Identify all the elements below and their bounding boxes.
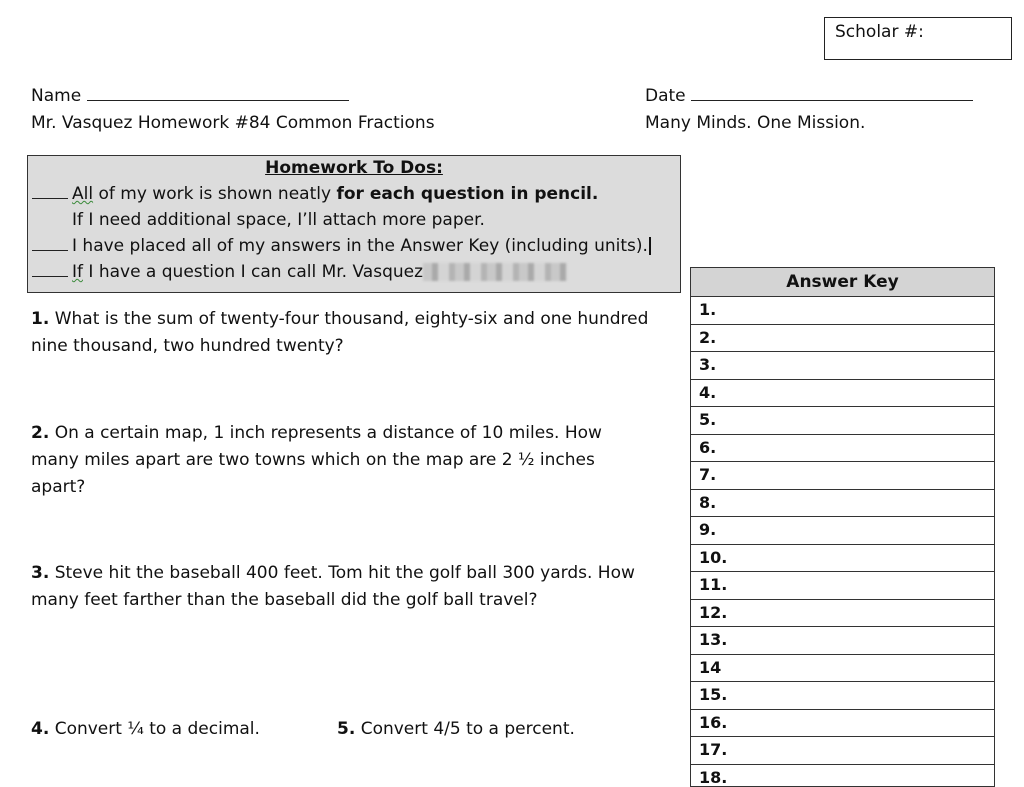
- question-4: [31, 716, 321, 743]
- name-field[interactable]: [31, 85, 349, 107]
- todo-item-1-bold: for each question in pencil.: [336, 184, 598, 204]
- answer-key-row-number: 10.: [699, 548, 727, 567]
- question-number: 2.: [31, 423, 49, 443]
- question-2: [31, 420, 641, 501]
- todo-item-3: [32, 262, 567, 282]
- answer-key-row[interactable]: [691, 600, 994, 628]
- todo-item-1-cont-text: If I need additional space, I’ll attach more paper.: [72, 210, 485, 230]
- name-underline: [87, 86, 349, 101]
- question-text: What is the sum of twenty-four thousand, eighty-six and one hundred nine thousand, two hundred twenty?: [31, 309, 648, 356]
- todo-item-1: [32, 184, 598, 204]
- todo-item-2-text: I have placed all of my answers in the Answer Key (including units).: [72, 236, 648, 256]
- answer-key-table: [690, 267, 995, 787]
- answer-key-row[interactable]: [691, 490, 994, 518]
- homework-todo-box: [27, 155, 681, 293]
- answer-key-row[interactable]: [691, 765, 994, 787]
- course-title: Mr. Vasquez Homework #84 Common Fractions: [31, 112, 435, 134]
- answer-key-row-number: 11.: [699, 575, 727, 594]
- todo-item-2: [32, 236, 651, 256]
- todo-item-3-text: I have a question I can call Mr. Vasquez: [83, 262, 423, 282]
- answer-key-row[interactable]: [691, 297, 994, 325]
- scholar-number-box[interactable]: [824, 17, 1012, 60]
- answer-key-row[interactable]: [691, 462, 994, 490]
- answer-key-row-number: 15.: [699, 685, 727, 704]
- answer-key-row-number: 14: [699, 658, 721, 677]
- question-3: [31, 560, 671, 614]
- date-label: Date: [645, 86, 686, 106]
- answer-key-row-number: 2.: [699, 328, 716, 347]
- question-text: Convert ¼ to a decimal.: [55, 719, 260, 739]
- redacted-phone-number: [423, 263, 567, 281]
- answer-key-row-number: 12.: [699, 603, 727, 622]
- answer-key-row-number: 7.: [699, 465, 716, 484]
- answer-key-row-number: 4.: [699, 383, 716, 402]
- todo-item-3-lead: If: [72, 262, 83, 282]
- answer-key-row[interactable]: [691, 710, 994, 738]
- answer-key-row-number: 1.: [699, 300, 716, 319]
- todo-checkbox-2[interactable]: [32, 236, 68, 251]
- question-text: Steve hit the baseball 400 feet. Tom hit the golf ball 300 yards. How many feet farther than the baseball did the golf ball travel?: [31, 563, 635, 610]
- question-number: 1.: [31, 309, 49, 329]
- todo-checkbox-1[interactable]: [32, 184, 68, 199]
- answer-key-row-number: 13.: [699, 630, 727, 649]
- todo-item-1-lead: All: [72, 184, 93, 204]
- answer-key-row[interactable]: [691, 572, 994, 600]
- answer-key-row-number: 8.: [699, 493, 716, 512]
- answer-key-row-number: 9.: [699, 520, 716, 539]
- answer-key-row-number: 17.: [699, 740, 727, 759]
- question-number: 3.: [31, 563, 49, 583]
- answer-key-row[interactable]: [691, 655, 994, 683]
- todo-item-1-text: of my work is shown neatly: [93, 184, 336, 204]
- answer-key-row[interactable]: [691, 325, 994, 353]
- answer-key-row[interactable]: [691, 545, 994, 573]
- question-number: 5.: [337, 719, 355, 739]
- date-underline: [691, 86, 973, 101]
- answer-key-row[interactable]: [691, 627, 994, 655]
- answer-key-row-number: 16.: [699, 713, 727, 732]
- answer-key-row-number: 18.: [699, 768, 727, 787]
- answer-key-row[interactable]: [691, 407, 994, 435]
- answer-key-rows: [691, 297, 994, 787]
- answer-key-row[interactable]: [691, 435, 994, 463]
- scholar-label: Scholar #:: [835, 22, 924, 42]
- answer-key-row[interactable]: [691, 682, 994, 710]
- answer-key-row-number: 5.: [699, 410, 716, 429]
- todo-checkbox-3[interactable]: [32, 262, 68, 277]
- answer-key-row[interactable]: [691, 517, 994, 545]
- question-text: On a certain map, 1 inch represents a distance of 10 miles. How many miles apart are two towns which on the map are 2 ½ inches apart?: [31, 423, 602, 497]
- motto: Many Minds. One Mission.: [645, 112, 865, 134]
- todo-item-1-continued: [32, 210, 485, 230]
- answer-key-row[interactable]: [691, 737, 994, 765]
- question-text: Convert 4/5 to a percent.: [361, 719, 575, 739]
- question-number: 4.: [31, 719, 49, 739]
- question-5: [337, 716, 637, 743]
- text-cursor: [649, 237, 651, 255]
- question-1: [31, 306, 681, 360]
- answer-key-row[interactable]: [691, 380, 994, 408]
- answer-key-row-number: 6.: [699, 438, 716, 457]
- todo-heading: Homework To Dos:: [28, 158, 680, 178]
- answer-key-title: Answer Key: [691, 268, 994, 297]
- answer-key-row[interactable]: [691, 352, 994, 380]
- name-label: Name: [31, 86, 81, 106]
- answer-key-row-number: 3.: [699, 355, 716, 374]
- date-field[interactable]: [645, 85, 973, 107]
